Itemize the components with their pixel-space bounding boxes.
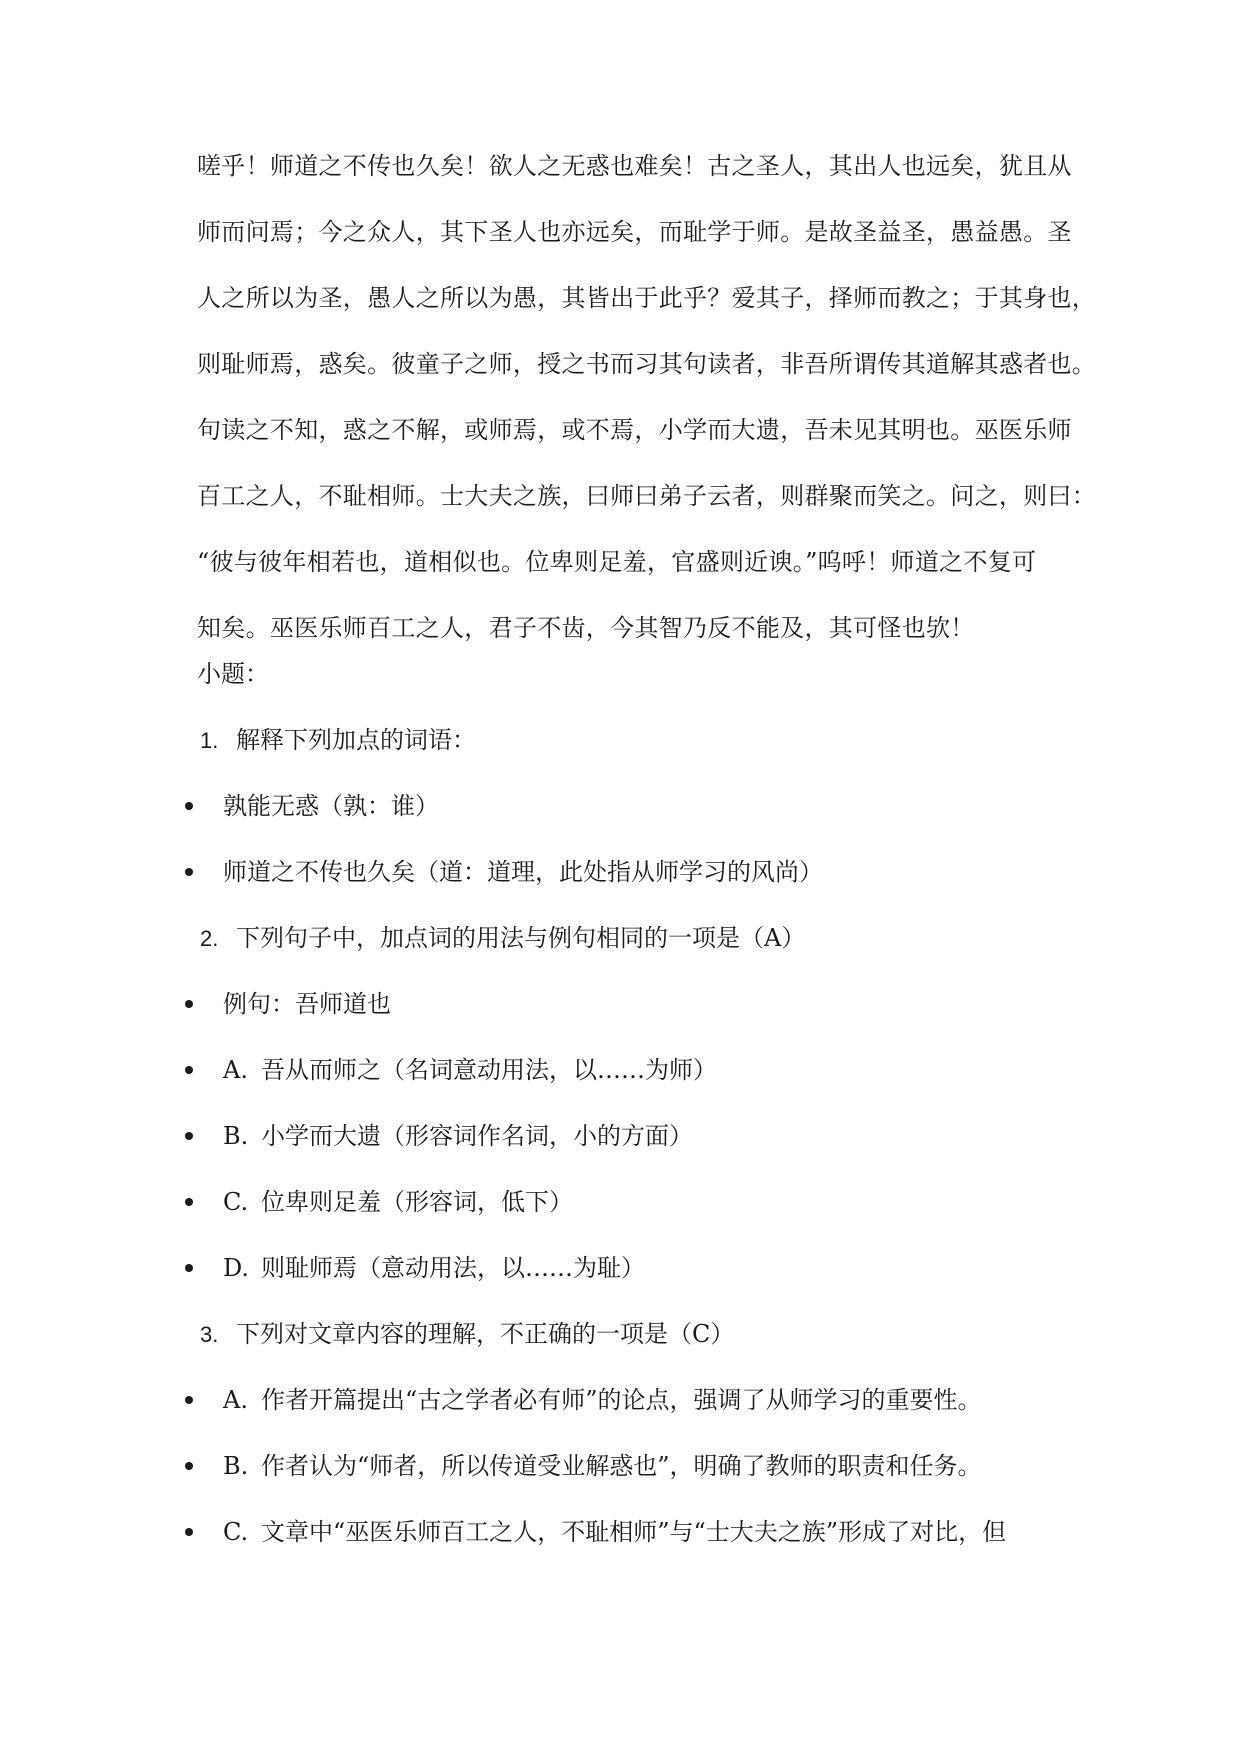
option-text: 位卑则足羞（形容词，低下） xyxy=(261,1188,573,1216)
question-number: 3. xyxy=(200,1322,219,1347)
passage-paragraph xyxy=(197,144,1117,672)
option-item xyxy=(185,1446,982,1486)
option-letter: C. xyxy=(223,1188,249,1216)
bullet-icon xyxy=(185,1066,193,1074)
question-text: 解释下列加点的词语： xyxy=(236,726,476,754)
question-3-prompt xyxy=(200,1314,734,1354)
option-item xyxy=(185,1116,693,1156)
bullet-icon xyxy=(185,1000,193,1008)
question-text: 下列句子中，加点词的用法与例句相同的一项是（A） xyxy=(236,924,806,952)
option-item xyxy=(185,1248,645,1288)
option-text: 作者认为“师者，所以传道受业解惑也”，明确了教师的职责和任务。 xyxy=(261,1452,982,1480)
bullet-icon xyxy=(185,802,193,810)
question-number: 2. xyxy=(200,926,219,951)
passage-line: 则耻师焉，惑矣。彼童子之师，授之书而习其句读者，非吾所谓传其道解其惑者也。 xyxy=(197,350,1097,378)
section-label: 小题： xyxy=(197,660,269,688)
option-letter: B. xyxy=(223,1452,249,1480)
list-item xyxy=(185,852,823,892)
passage-line: 句读之不知，惑之不解，或师焉，或不焉，小学而大遗，吾未见其明也。巫医乐师 xyxy=(197,416,1072,444)
bullet-icon xyxy=(185,1132,193,1140)
bullet-icon xyxy=(185,1198,193,1206)
option-item xyxy=(185,1050,717,1090)
option-letter: A. xyxy=(223,1386,248,1414)
bullet-icon xyxy=(185,1264,193,1272)
item-text: 孰能无惑（孰：谁） xyxy=(223,792,439,820)
passage-line: 百工之人，不耻相师。士大夫之族，曰师曰弟子云者，则群聚而笑之。问之，则曰： xyxy=(197,482,1097,510)
option-letter: C. xyxy=(223,1518,249,1546)
question-2-prompt xyxy=(200,918,805,958)
question-1-prompt xyxy=(200,720,476,760)
option-item xyxy=(185,1512,1006,1552)
bullet-icon xyxy=(185,1528,193,1536)
option-text: 则耻师焉（意动用法，以……为耻） xyxy=(261,1254,645,1282)
bullet-icon xyxy=(185,1462,193,1470)
passage-line: 知矣。巫医乐师百工之人，君子不齿，今其智乃反不能及，其可怪也欤！ xyxy=(197,614,975,642)
option-letter: D. xyxy=(223,1254,250,1282)
option-text: 吾从而师之（名词意动用法，以……为师） xyxy=(261,1056,717,1084)
option-text: 作者开篇提出“古之学者必有师”的论点，强调了从师学习的重要性。 xyxy=(261,1386,982,1414)
question-text: 下列对文章内容的理解，不正确的一项是（C） xyxy=(236,1320,735,1348)
option-text: 文章中“巫医乐师百工之人，不耻相师”与“士大夫之族”形成了对比，但 xyxy=(261,1518,1007,1546)
bullet-icon xyxy=(185,868,193,876)
passage-line: 师而问焉；今之众人，其下圣人也亦远矣，而耻学于师。是故圣益圣，愚益愚。圣 xyxy=(197,218,1072,246)
option-text: 小学而大遗（形容词作名词，小的方面） xyxy=(261,1122,693,1150)
item-text: 例句：吾师道也 xyxy=(223,990,391,1018)
option-item xyxy=(185,1182,573,1222)
passage-line: 人之所以为圣，愚人之所以为愚，其皆出于此乎？爱其子，择师而教之；于其身也， xyxy=(197,284,1097,312)
bullet-icon xyxy=(185,1396,193,1404)
question-number: 1. xyxy=(200,728,219,753)
item-text: 师道之不传也久矣（道：道理，此处指从师学习的风尚） xyxy=(223,858,823,886)
passage-line: 嗟乎！师道之不传也久矣！欲人之无惑也难矣！古之圣人，其出人也远矣，犹且从 xyxy=(197,152,1072,180)
option-letter: B. xyxy=(223,1122,249,1150)
passage-line: “彼与彼年相若也，道相似也。位卑则足羞，官盛则近谀。”呜呼！师道之不复可 xyxy=(197,548,1037,576)
list-item xyxy=(185,786,439,826)
option-item xyxy=(185,1380,982,1420)
option-letter: A. xyxy=(223,1056,248,1084)
list-item xyxy=(185,984,391,1024)
